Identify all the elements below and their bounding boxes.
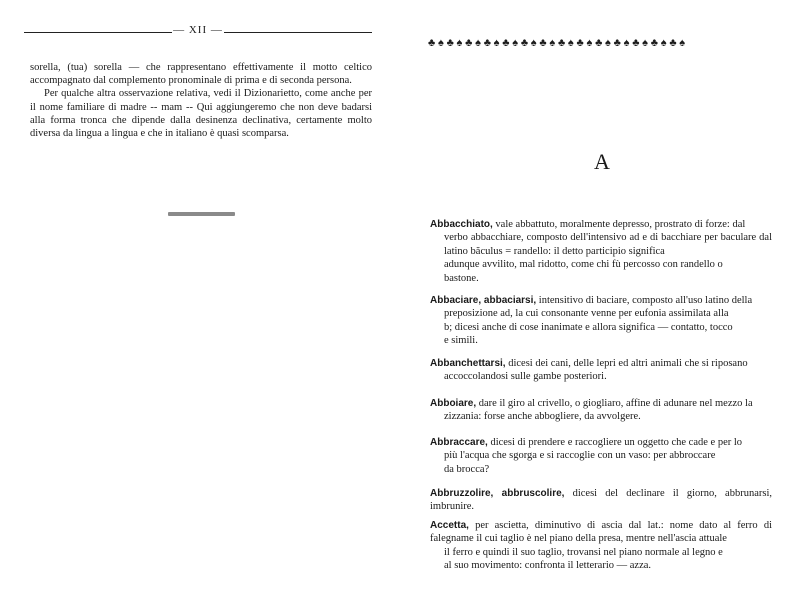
dictionary-entry — [430, 294, 772, 348]
entry-text: per ascietta, diminutivo di ascia dal lat.: nome dato al ferro di falegname il cui taglio è nel piano della presa, mentre nell'ascia attuale — [430, 520, 772, 545]
entry-text: dare il giro al crivello, o giogliaro, affine di adunare nel mezzo la — [476, 398, 753, 409]
entry-text: vale abbattuto, moralmente depresso, prostrato di forze: dal — [492, 219, 746, 230]
page-number: — XII — — [173, 24, 223, 36]
entry-headword: Accetta, — [430, 520, 469, 531]
paragraph: Per qualche altra osservazione relativa, vedi il Dizionarietto, come anche per il nome familiare di madre -- mam -- Qui aggiungeremo che non deve badarsi alla forma tronca che dipende dalla desinenza declinativa, certamente molto diversa da lingua a lingua e che in italiano è quasi scomparsa. — [30, 88, 372, 140]
page-number-text: XII — [188, 24, 208, 36]
entry-text: il ferro e quindi il suo taglio, trovansi nel piano normale al legno e — [444, 546, 723, 558]
dictionary-entry — [430, 436, 772, 476]
entry-headword: Abbanchettarsi, — [430, 358, 506, 369]
entry-text: verbo abbacchiare, composto dell'intensivo ad e di bacchiare per baculare dal latino băculus = randello: il detto participio significa — [444, 232, 772, 257]
entry-text: intensitivo di baciare, composto all'uso latino della — [536, 295, 753, 306]
paragraph: sorella, (tua) sorella — che rappresentano effettivamente il motto celtico accompagnato dal complemento pronominale di prima e di seconda persona. — [30, 62, 372, 87]
entry-text: bastone. — [444, 272, 479, 284]
left-body-text — [30, 61, 372, 140]
dictionary-entry — [430, 487, 772, 514]
entry-text: dicesi dei cani, delle lepri ed altri animali che si riposano — [505, 358, 748, 369]
entry-text: più l'acqua che sgorga e si raccoglie con un vaso: per abbroccare — [444, 450, 716, 462]
entry-text: zizzania: forse anche abbogliere, da avvolgere. — [444, 411, 641, 423]
header-rule-right — [224, 32, 372, 33]
dictionary-entry — [430, 357, 772, 384]
entry-text: preposizione ad, la cui consonante venne per eufonia assimilata alla — [444, 308, 729, 320]
entry-headword: Abbruzzolire, abbruscolire, — [430, 488, 565, 499]
entry-text: accoccolandosi sulle gambe posteriori. — [444, 371, 607, 383]
entry-text: dicesi di prendere e raccogliere un oggetto che cade e per lo — [487, 437, 743, 448]
entry-text: e simili. — [444, 335, 478, 347]
entry-headword: Abbacchiato, — [430, 219, 493, 230]
section-end-rule — [168, 212, 235, 216]
entry-text: dicesi del declinare il giorno, abbrunarsi, imbrunire. — [430, 488, 772, 513]
page-header — [24, 24, 372, 40]
entry-text: da brocca? — [444, 463, 490, 475]
ornament-band: ♣ ♠ ♣ ♠ ♣ ♠ ♣ ♠ ♣ ♠ ♣ ♠ ♣ ♠ ♣ ♠ ♣ ♠ ♣ ♠ ♣ ♠ ♣ ♠ ♣ ♠ ♣ ♠ — [428, 37, 686, 49]
dictionary-entry — [430, 397, 772, 424]
entry-text: al suo movimento: confronta il letterario — azza. — [444, 560, 652, 572]
dictionary-entry — [430, 218, 772, 285]
entry-headword: Abboiare, — [430, 398, 477, 409]
entry-text: b; dicesi anche di cose inanimate e allora significa — contatto, tocco — [444, 321, 733, 333]
entry-text: adunque avvilito, mal ridotto, come chi fù percosso con randello o — [444, 259, 723, 271]
section-letter: A — [594, 149, 610, 174]
entry-headword: Abbraccare, — [430, 437, 488, 448]
dictionary-entry — [430, 519, 772, 573]
entry-headword: Abbaciare, abbaciarsi, — [430, 295, 537, 306]
